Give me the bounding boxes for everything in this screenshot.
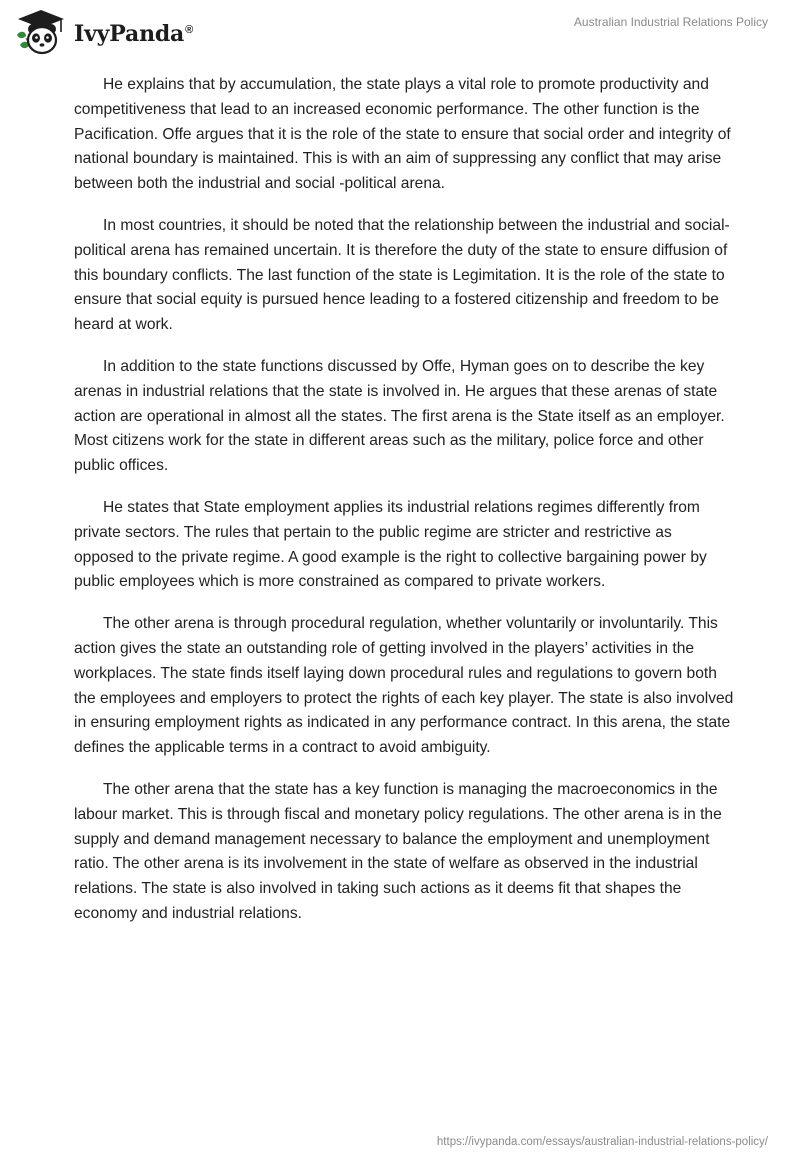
brand-name: IvyPanda®: [74, 21, 194, 47]
panda-graduate-icon: [14, 8, 68, 56]
essay-body: [74, 73, 734, 944]
paragraph-2: In most countries, it should be noted that the relationship between the industrial and social-political arena has remained uncertain. It is therefore the duty of the state to ensure diffusion of this boundary conflicts. The last function of the state is Legimitation. It is the role of the state to ensure that social equity is pursued hence leading to a fostered citizenship and freedom to be heard at work.: [74, 216, 730, 334]
paragraph-4: He states that State employment applies its industrial relations regimes differently from private sectors. The rules that pertain to the public regime are stricter and restrictive as opposed to the private regime. A good example is the right to collective bargaining power by public employees which is more constrained as compared to private workers.: [74, 498, 707, 591]
paragraph-6: The other arena that the state has a key function is managing the macroeconomics in the labour market. This is through fiscal and monetary policy regulations. The other arena is in the supply and demand management necessary to balance the employment and unemployment ratio. The other arena is its involvement in the state of welfare as observed in the industrial relations. The state is also involved in taking such actions as it deems fit that shapes the economy and industrial relations.: [74, 780, 722, 922]
page-header: [0, 0, 800, 60]
source-url[interactable]: https://ivypanda.com/essays/australian-industrial-relations-policy/: [436, 1136, 768, 1148]
paragraph-1: He explains that by accumulation, the state plays a vital role to promote productivity and competitiveness that lead to an increased economic performance. The other function is the Pacification. Offe argues that it is the role of the state to ensure that social order and integrity of national boundary is maintained. This is with an aim of suppressing any conflict that may arise between both the industrial and social -political arena.: [74, 76, 731, 193]
paragraph-5: The other arena is through procedural regulation, whether voluntarily or involuntarily. This action gives the state an outstanding role of getting involved in the players’ activities in the workplaces. The state finds itself laying down procedural rules and regulations to govern both the employees and employers to protect the rights of each key player. The state is also involved in ensuring employment rights as indicated in any performance contract. In this arena, the state defines the applicable terms in a contract to avoid ambiguity.: [74, 615, 734, 757]
ivypanda-logo[interactable]: [14, 8, 193, 56]
document-title: Australian Industrial Relations Policy: [573, 15, 768, 29]
registered-mark: ®: [185, 23, 194, 36]
paragraph-3: In addition to the state functions discussed by Offe, Hyman goes on to describe the key arenas in industrial relations that the state is involved in. He argues that these arenas of state action are operational in almost all the states. The first arena is the State itself as an employer. Most citizens work for the state in different areas such as the military, police force and other public offices.: [74, 357, 725, 475]
